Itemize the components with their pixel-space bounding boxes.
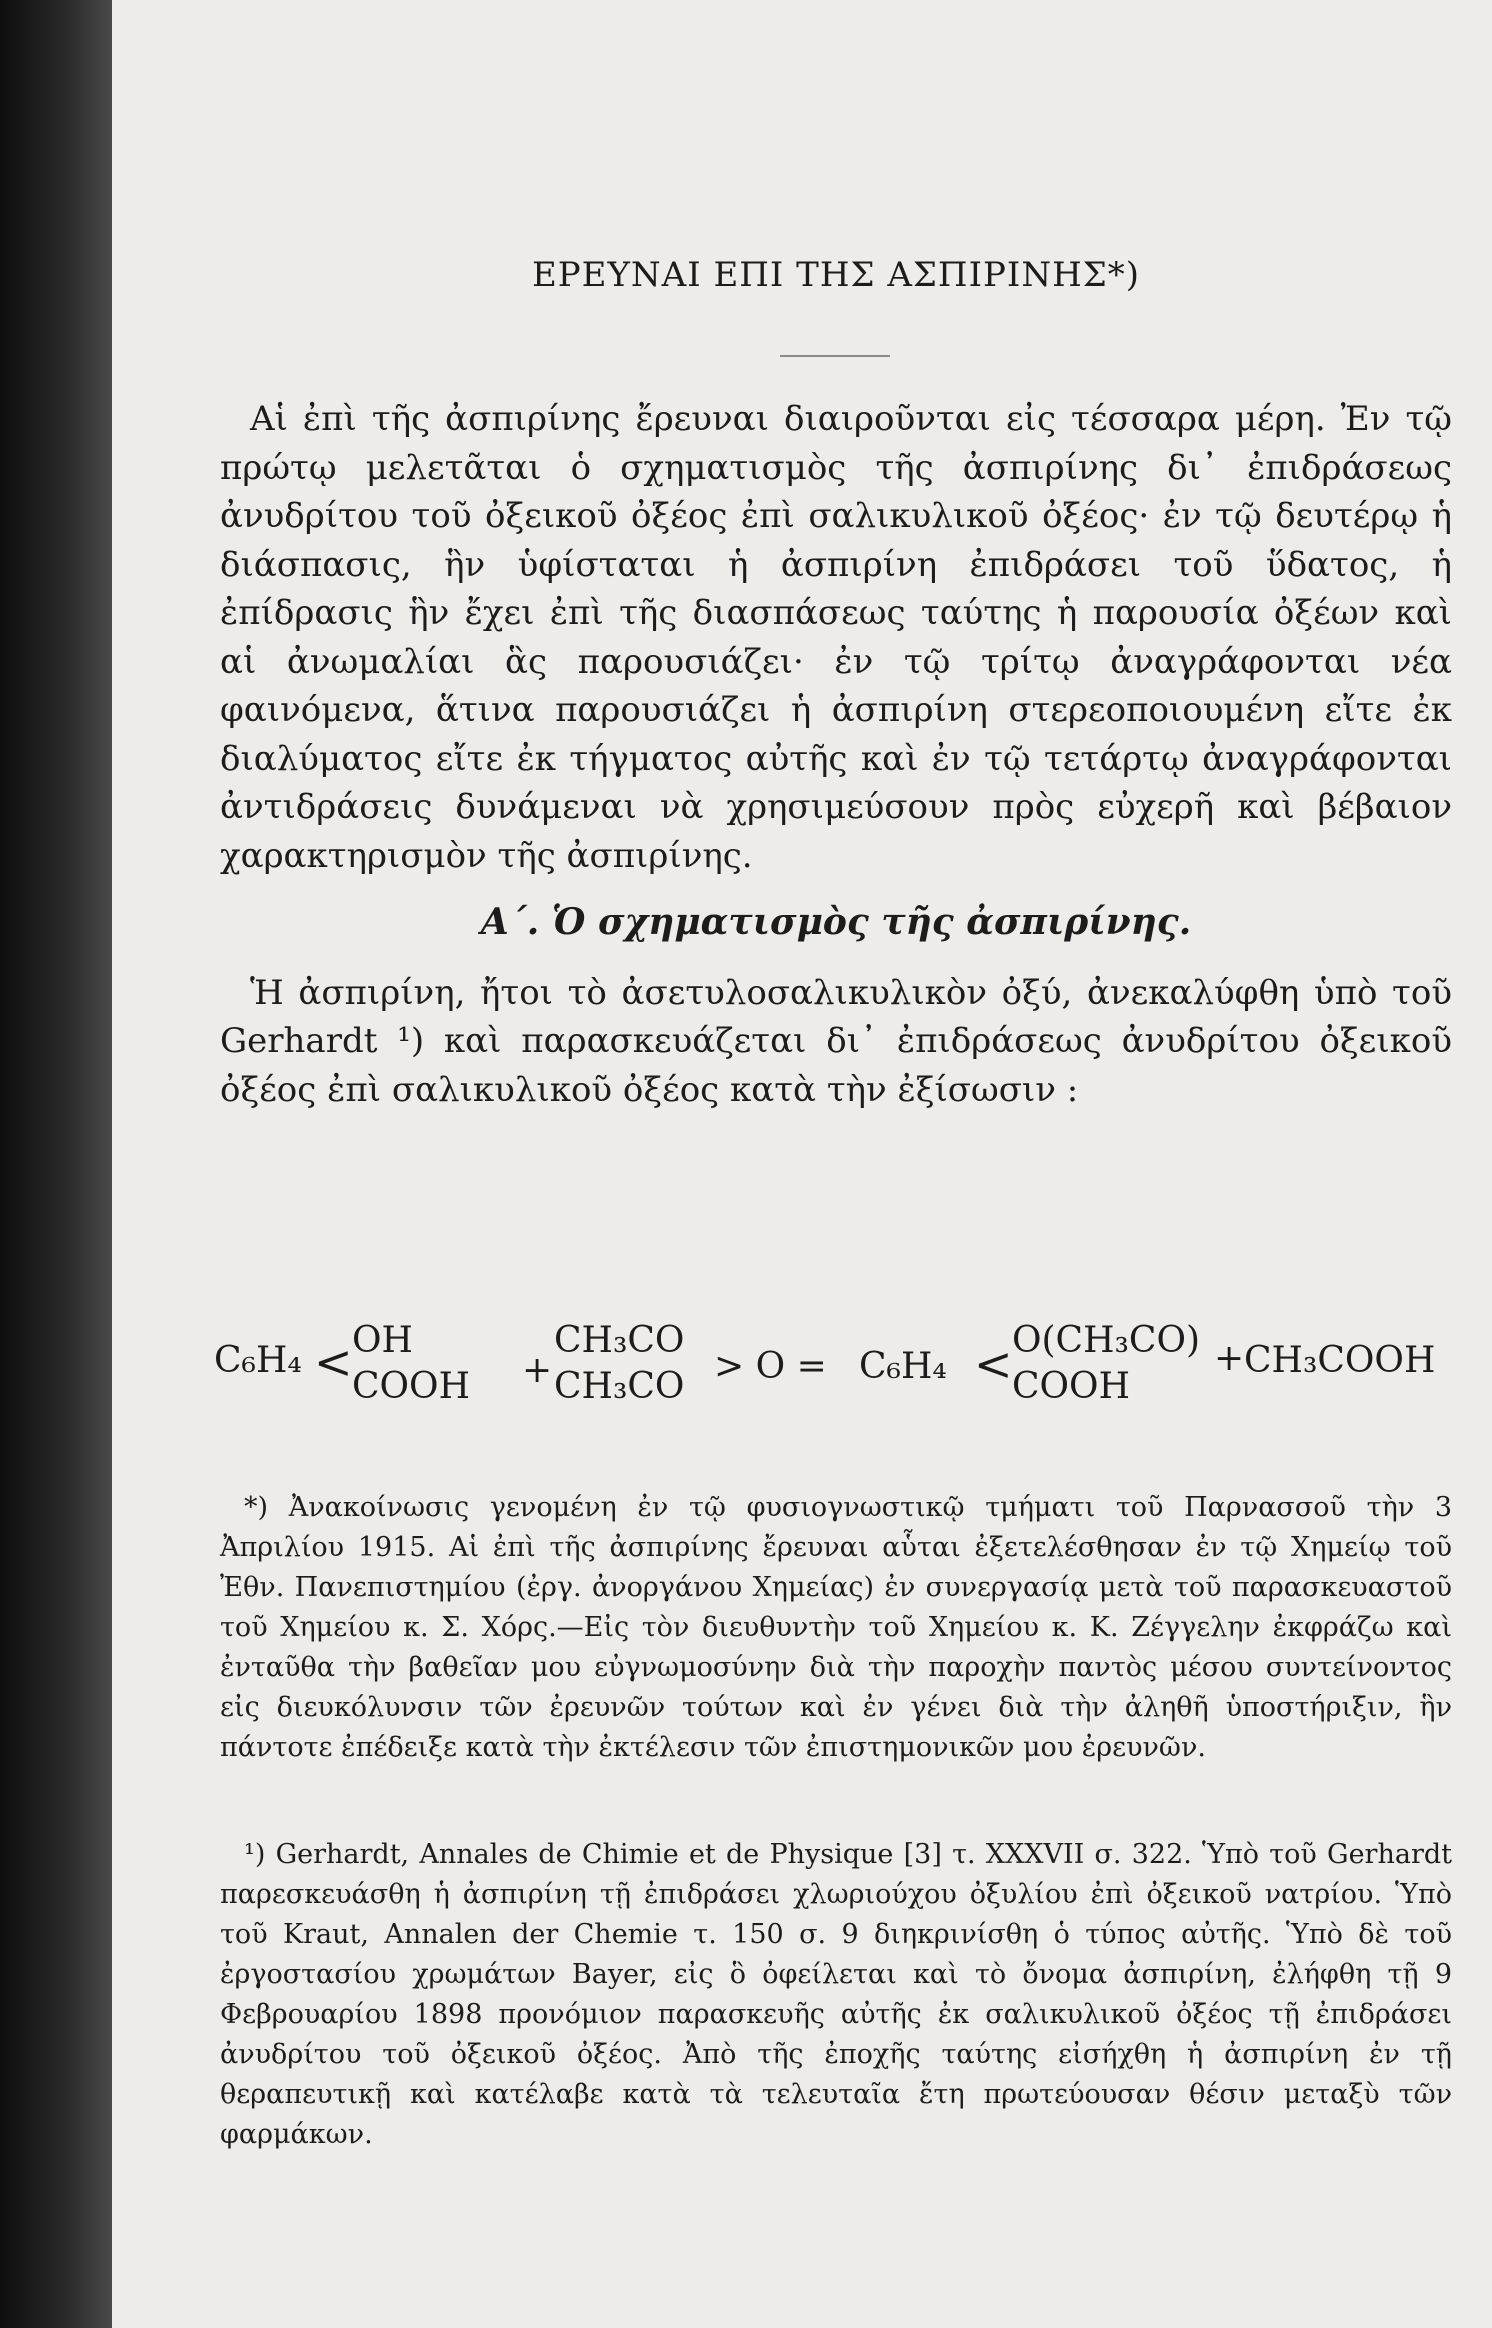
eq-lt-bracket-1: < [314, 1335, 353, 1389]
eq-plus-2: + [1214, 1338, 1245, 1379]
book-binding-shadow [0, 0, 112, 2328]
title-divider [780, 355, 890, 357]
eq-reactant2-top: CH₃CO [554, 1320, 685, 1361]
eq-reactant1-top: OH [352, 1320, 413, 1361]
book-page [112, 0, 1492, 2328]
page-content [214, 0, 1452, 2328]
eq-product2: CH₃COOH [1244, 1340, 1436, 1381]
intro-paragraph: Αἱ ἐπὶ τῆς ἀσπιρίνης ἔρευναι διαιροῦνται εἰς τέσσαρα μέρη. Ἐν τῷ πρώτῳ μελετᾶται ὁ σχηματισμὸς τῆς ἀσπιρίνης δι᾽ ἐπιδράσεως ἀνυδρίτου τοῦ ὀξεικοῦ ὀξέος ἐπὶ σαλικυλικοῦ ὀξέος· ἐν τῷ δευτέρῳ ἡ διάσπασις, ἣν ὑφίσταται ἡ ἀσπιρίνη ἐπιδράσει τοῦ ὕδατος, ἡ ἐπίδρασις ἣν ἔχει ἐπὶ τῆς διασπάσεως ταύτης ἡ παρουσία ὀξέων καὶ αἱ ἀνωμαλίαι ἃς παρουσιάζει· ἐν τῷ τρίτῳ ἀναγράφονται νέα φαινόμενα, ἅτινα παρουσιάζει ἡ ἀσπιρίνη στερεοποιουμένη εἴτε ἐκ διαλύματος εἴτε ἐκ τήγματος αὐτῆς καὶ ἐν τῷ τετάρτῳ ἀναγράφονται ἀντιδράσεις δυνάμεναι νὰ χρησιμεύσουν πρὸς εὐχερῆ καὶ βέβαιον χαρακτηρισμὸν τῆς ἀσπιρίνης. [220, 399, 1452, 876]
chemical-equation [214, 1300, 1454, 1420]
section-heading: Α΄. Ὁ σχηματισμὸς τῆς ἀσπιρίνης. [480, 901, 1192, 943]
main-text [220, 395, 1452, 1114]
eq-reactant2-bottom: CH₃CO [554, 1366, 685, 1407]
eq-reactant1-core: C₆H₄ [214, 1340, 302, 1381]
section-paragraph: Ἡ ἀσπιρίνη, ἤτοι τὸ ἀσετυλοσαλικυλικὸν ὀξύ, ἀνεκαλύφθη ὑπὸ τοῦ Gerhardt ¹) καὶ παρασκευάζεται δι᾽ ἐπιδράσεως ἀνυδρίτου ὀξεικοῦ ὀξέος ἐπὶ σαλικυλικοῦ ὀξέος κατὰ τὴν ἐξίσωσιν : [220, 972, 1452, 1110]
eq-product1-bottom: COOH [1012, 1366, 1130, 1407]
eq-plus-1: + [522, 1350, 553, 1391]
eq-product1-top: O(CH₃CO) [1012, 1320, 1201, 1361]
footnote-asterisk [220, 1488, 1452, 1768]
footnote-1 [220, 1835, 1452, 2155]
eq-reactant2-suffix: > O = [714, 1346, 827, 1387]
eq-lt-bracket-2: < [974, 1337, 1013, 1391]
footnote-1-text: *) Ἀνακοίνωσις γενομένη ἐν τῷ φυσιογνωστικῷ τμήματι τοῦ Παρνασσοῦ τὴν 3 Ἀπριλίου 1915. Αἱ ἐπὶ τῆς ἀσπιρίνης ἔρευναι αὗται ἐξετελέσθησαν ἐν τῷ Χημείῳ τοῦ Ἐθν. Πανεπιστημίου (ἐργ. ἀνοργάνου Χημείας) ἐν συνεργασίᾳ μετὰ τοῦ παρασκευαστοῦ τοῦ Χημείου κ. Σ. Χόρς.—Εἰς τὸν διευθυντὴν τοῦ Χημείου κ. Κ. Ζέγγελην ἐκφράζω καὶ ἐνταῦθα τὴν βαθεῖαν μου εὐγνωμοσύνην διὰ τὴν παροχὴν παντὸς μέσου συντείνοντος εἰς διευκόλυνσιν τῶν ἐρευνῶν τούτων καὶ ἐν γένει διὰ τὴν ἀληθῆ ὑποστήριξιν, ἣν πάντοτε ἐπέδειξε κατὰ τὴν ἐκτέλεσιν τῶν ἐπιστημονικῶν μου ἐρευνῶν. [220, 1492, 1452, 1763]
eq-product1-core: C₆H₄ [859, 1346, 947, 1387]
footnote-2-text: ¹) Gerhardt, Annales de Chimie et de Physique [3] τ. XXXVII σ. 322. Ὑπὸ τοῦ Gerhardt παρεσκευάσθη ἡ ἀσπιρίνη τῇ ἐπιδράσει χλωριούχου ὀξυλίου ἐπὶ ὀξεικοῦ νατρίου. Ὑπὸ τοῦ Kraut, Annalen der Chemie τ. 150 σ. 9 διηκρινίσθη ὁ τύπος αὐτῆς. Ὑπὸ δὲ τοῦ ἐργοστασίου χρωμάτων Bayer, εἰς ὃ ὀφείλεται καὶ τὸ ὄνομα ἀσπιρίνη, ἐλήφθη τῇ 9 Φεβρουαρίου 1898 προνόμιον παρασκευῆς αὐτῆς ἐκ σαλικυλικοῦ ὀξέος τῇ ἐπιδράσει ἀνυδρίτου τοῦ ὀξεικοῦ ὀξέος. Ἀπὸ τῆς ἐποχῆς ταύτης εἰσήχθη ἡ ἀσπιρίνη ἐν τῇ θεραπευτικῇ καὶ κατέλαβε κατὰ τὰ τελευταῖα ἔτη πρωτεύουσαν θέσιν μεταξὺ τῶν φαρμάκων. [220, 1839, 1452, 2150]
eq-reactant1-bottom: COOH [352, 1366, 470, 1407]
page-title: ΕΡΕΥΝΑΙ ΕΠΙ ΤΗΣ ΑΣΠΙΡΙΝΗΣ*) [531, 255, 1141, 295]
